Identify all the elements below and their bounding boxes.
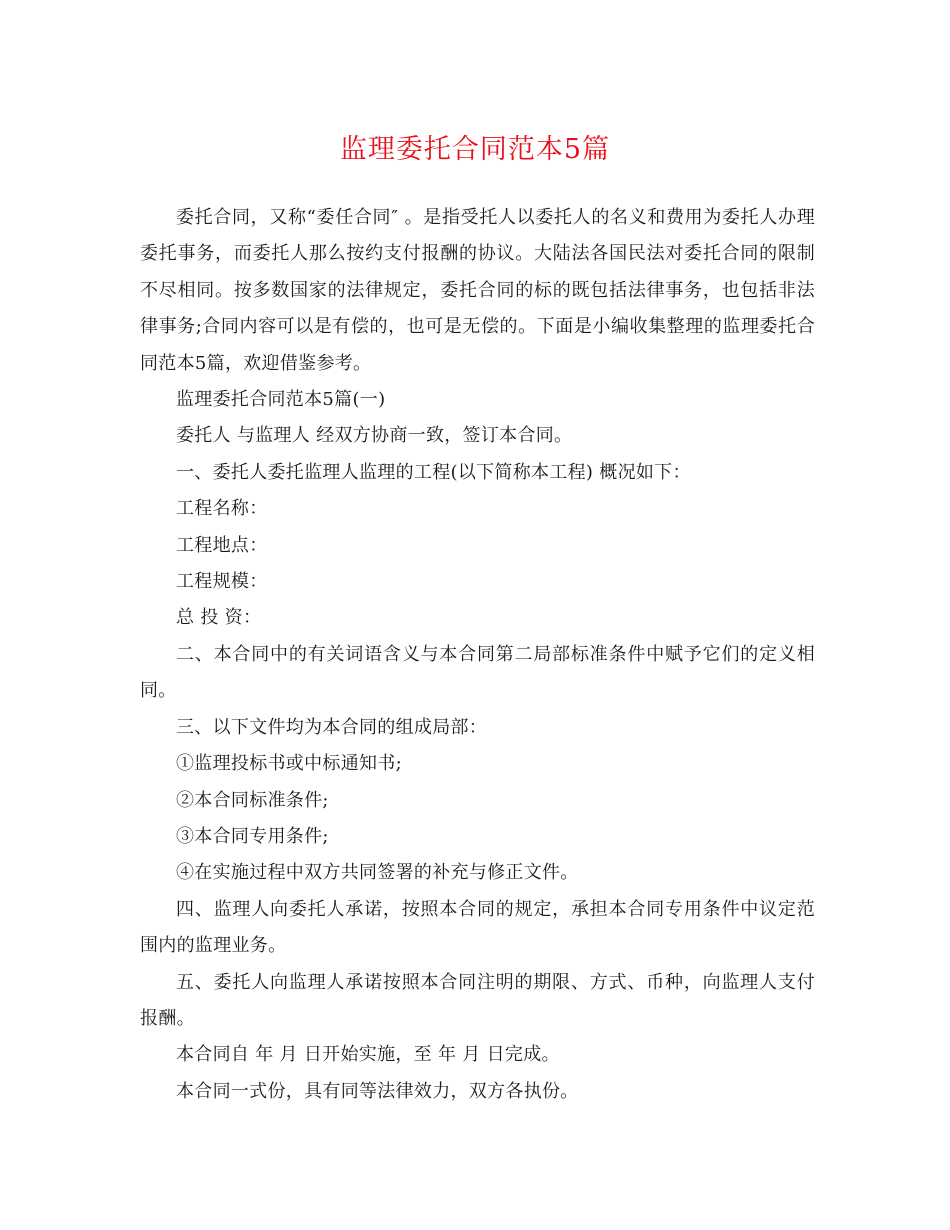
list-item: ①监理投标书或中标通知书; [176,753,402,775]
field-project-location: 工程地点： [176,534,268,556]
field-project-name: 工程名称： [176,498,268,520]
clause-5: 五、委托人向监理人承诺按照本合同注明的期限、方式、币种，向监理人支付报酬。 [140,971,815,1029]
clause-1: 一、委托人委托监理人监理的工程(以下简称本工程) 概况如下： [176,461,691,483]
paragraph: 委托人 与监理人 经双方协商一致，签订本合同。 [176,425,573,447]
term-paragraph: 本合同自 年 月 日开始实施，至 年 月 日完成。 [176,1044,560,1066]
clause-4: 四、监理人向委托人承诺，按照本合同的规定，承担本合同专用条件中议定范围内的监理业务。 [140,898,815,957]
clause-3: 三、以下文件均为本合同的组成局部： [176,716,488,738]
list-item: ②本合同标准条件; [176,789,329,811]
field-total-investment: 总 投 资： [176,607,262,629]
field-project-scale: 工程规模： [176,571,268,593]
list-item: ③本合同专用条件; [176,825,329,847]
clause-2: 二、本合同中的有关词语含义与本合同第二局部标准条件中赋予它们的定义相同。 [140,643,815,702]
document-title: 监理委托合同范本5篇 [339,134,611,165]
section-heading: 监理委托合同范本5篇(一) [176,389,386,411]
copies-paragraph: 本合同一式份，具有同等法律效力，双方各执份。 [176,1080,579,1102]
document-body [140,200,815,1110]
list-item: ④在实施过程中双方共同签署的补充与修正文件。 [176,862,579,884]
intro-paragraph: 委托合同，又称“委任合同″ 。是指受托人以委托人的名义和费用为委托人办理委托事务，而委托人那么按约支付报酬的协议。大陆法各国民法对委托合同的限制不尽相同。按多数国家的法律规定，委托合同的标的既包括法律事务，也包括非法律事务;合同内容可以是有偿的，也可是无偿的。下面是小编收集整理的监理委托合同范本5篇，欢迎借鉴参考。 [140,207,815,374]
